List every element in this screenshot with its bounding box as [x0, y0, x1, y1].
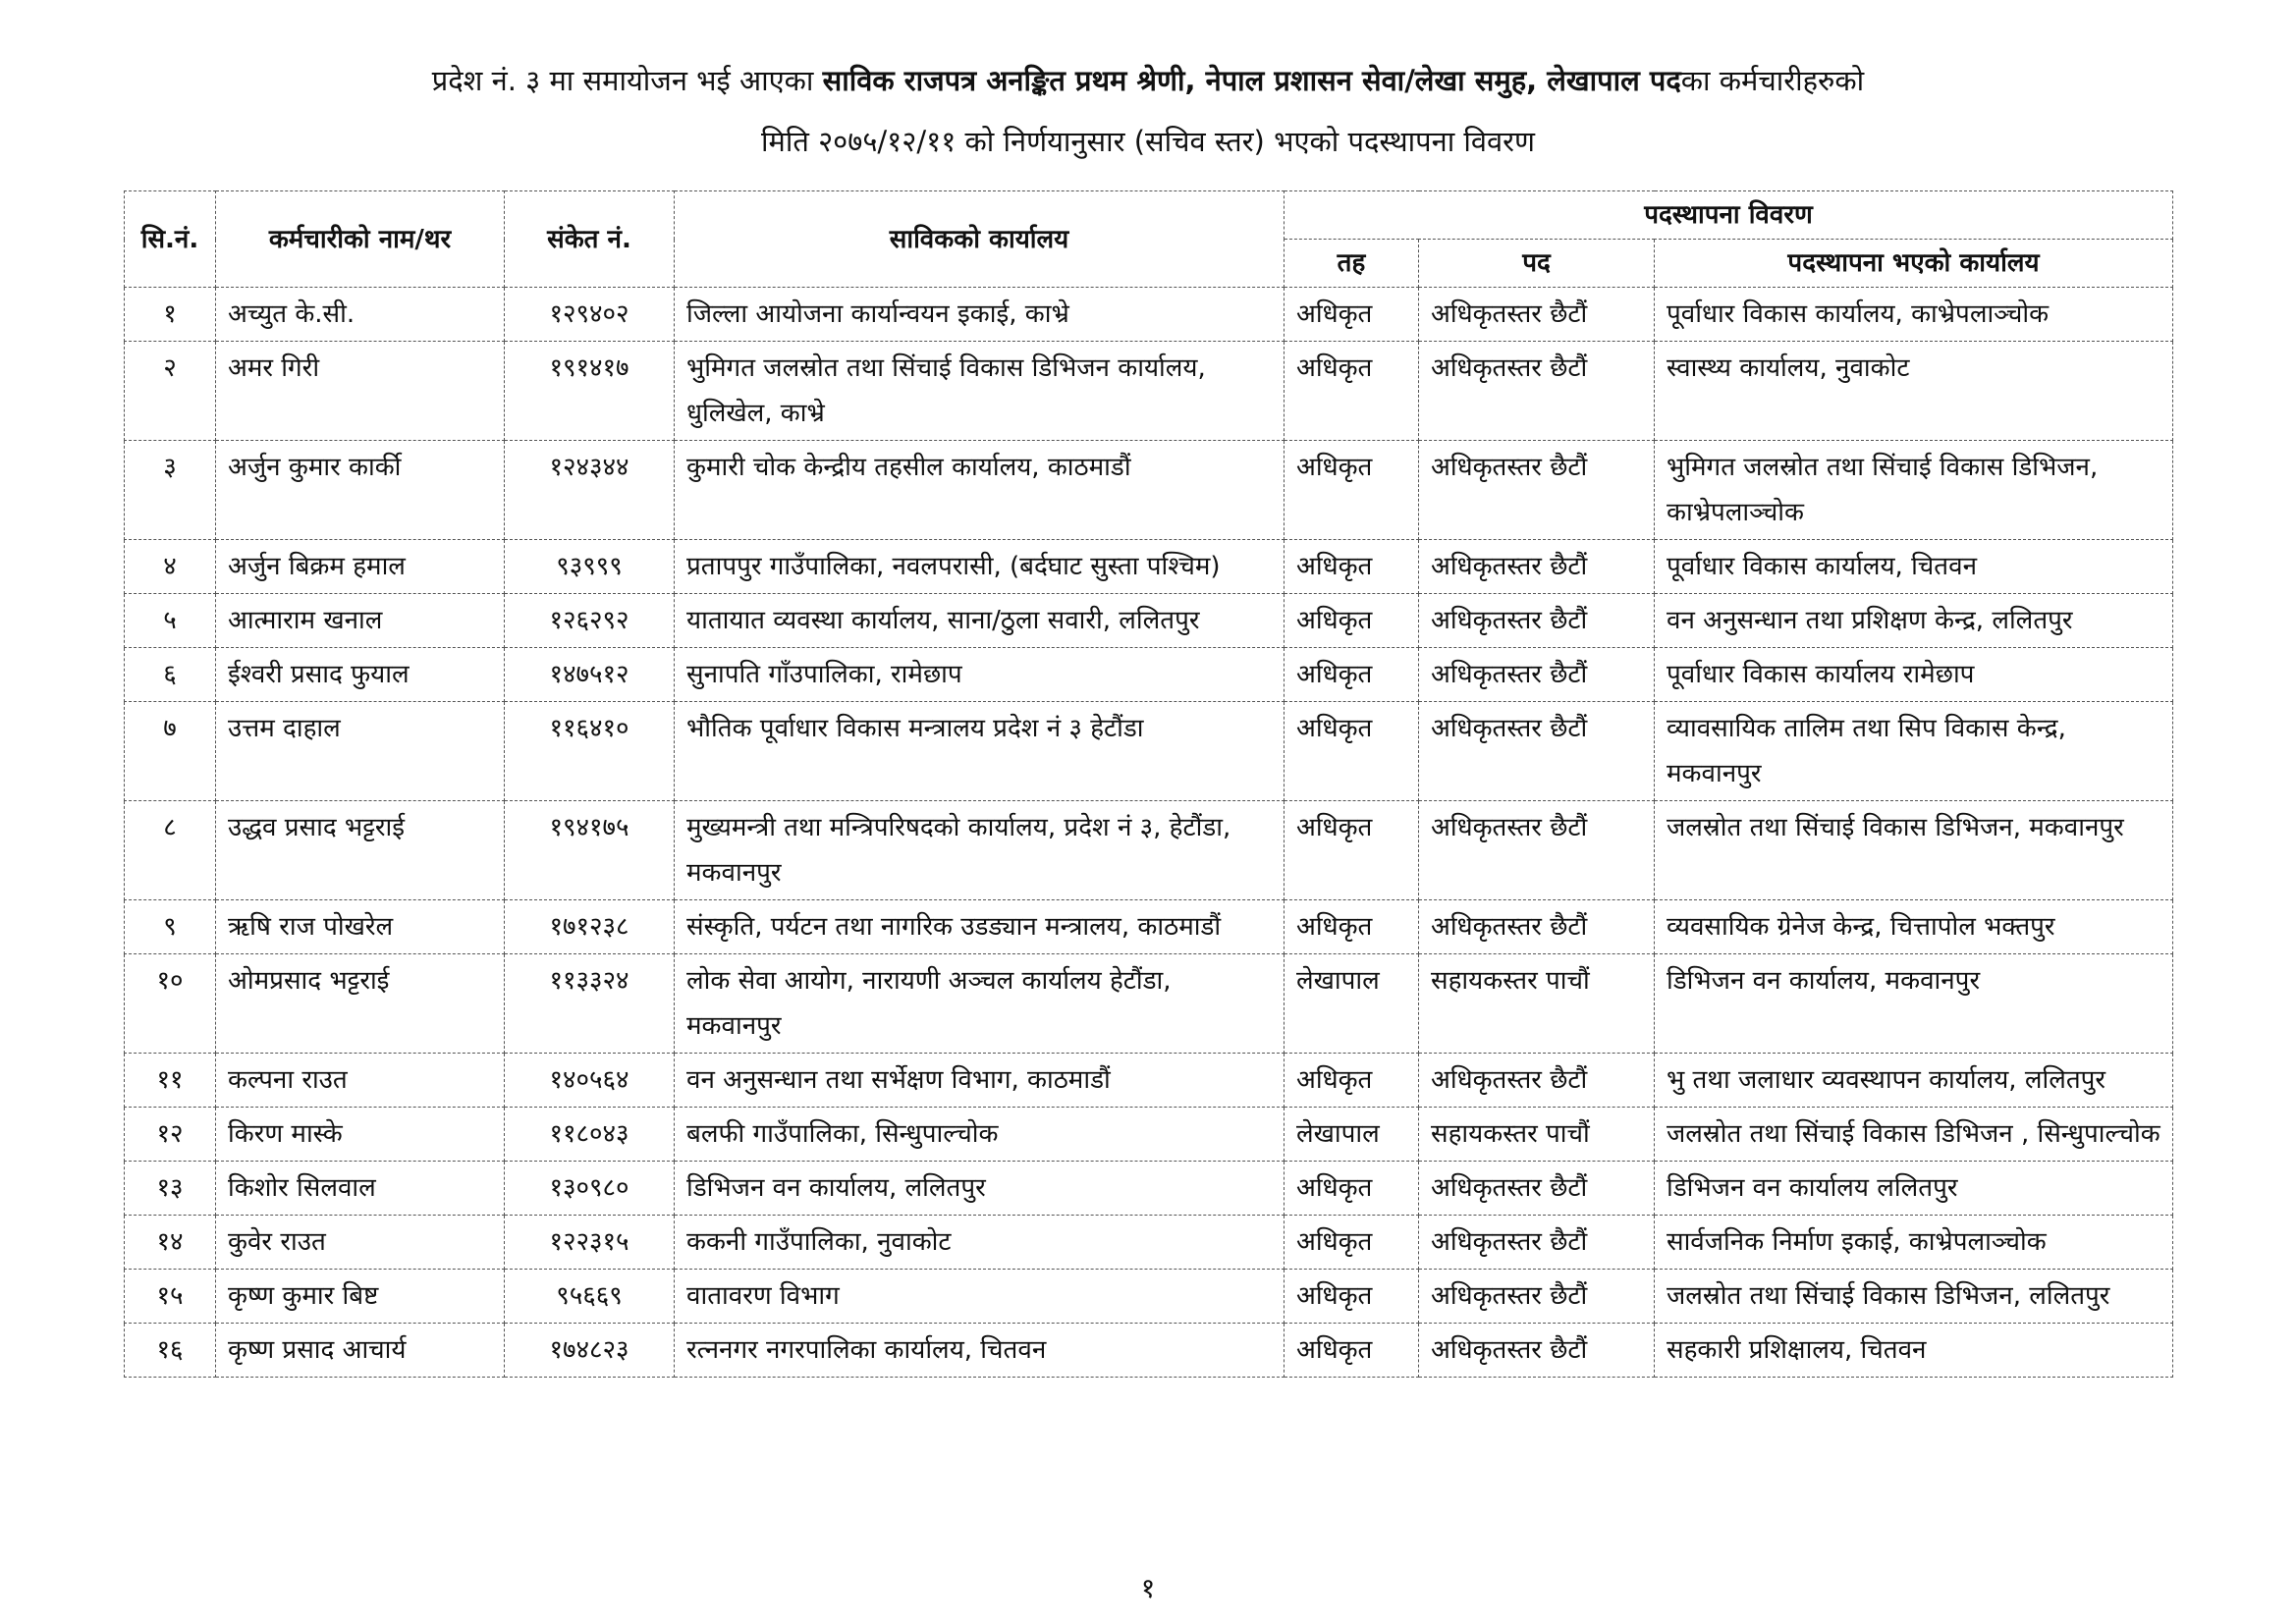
cell-serial-number: १३	[125, 1162, 216, 1216]
cell-level: अधिकृत	[1285, 288, 1419, 342]
cell-new-office: सहकारी प्रशिक्षालय, चितवन	[1655, 1324, 2173, 1378]
cell-employee-name: कृष्ण प्रसाद आचार्य	[216, 1324, 505, 1378]
cell-level: अधिकृत	[1285, 1324, 1419, 1378]
cell-serial-number: १५	[125, 1270, 216, 1324]
cell-employee-name: अच्युत के.सी.	[216, 288, 505, 342]
cell-employee-name: किरण मास्के	[216, 1108, 505, 1162]
cell-previous-office: वन अनुसन्धान तथा सर्भेक्षण विभाग, काठमाडौं	[675, 1054, 1285, 1108]
table-row	[125, 288, 2173, 342]
cell-level: लेखापाल	[1285, 1108, 1419, 1162]
cell-code-number: १२६२९२	[505, 594, 675, 648]
table-row	[125, 1054, 2173, 1108]
cell-code-number: १९१४१७	[505, 342, 675, 441]
cell-level: अधिकृत	[1285, 702, 1419, 801]
cell-previous-office: मुख्यमन्त्री तथा मन्त्रिपरिषदको कार्यालय, प्रदेश नं ३, हेटौंडा, मकवानपुर	[675, 801, 1285, 900]
cell-serial-number: १०	[125, 954, 216, 1054]
cell-code-number: १९४१७५	[505, 801, 675, 900]
cell-new-office: डिभिजन वन कार्यालय, मकवानपुर	[1655, 954, 2173, 1054]
cell-serial-number: ९	[125, 900, 216, 954]
header-row-1	[125, 191, 2173, 240]
cell-code-number: १२४३४४	[505, 441, 675, 540]
cell-new-office: स्वास्थ्य कार्यालय, नुवाकोट	[1655, 342, 2173, 441]
cell-post: अधिकृतस्तर छैटौं	[1419, 594, 1655, 648]
title-bold-segment: साविक राजपत्र अनङ्कित प्रथम श्रेणी, नेपाल प्रशासन सेवा/लेखा समुह, लेखापाल पद	[822, 64, 1681, 97]
cell-previous-office: ककनी गाउँपालिका, नुवाकोट	[675, 1216, 1285, 1270]
table-row	[125, 342, 2173, 441]
title-suffix: का कर्मचारीहरुको	[1680, 64, 1865, 97]
table-row	[125, 702, 2173, 801]
cell-level: अधिकृत	[1285, 441, 1419, 540]
table-row	[125, 1324, 2173, 1378]
cell-serial-number: ६	[125, 648, 216, 702]
cell-employee-name: कुवेर राउत	[216, 1216, 505, 1270]
cell-new-office: सार्वजनिक निर्माण इकाई, काभ्रेपलाञ्चोक	[1655, 1216, 2173, 1270]
cell-employee-name: ओमप्रसाद भट्टराई	[216, 954, 505, 1054]
cell-code-number: १२९४०२	[505, 288, 675, 342]
posting-table	[124, 190, 2173, 1378]
cell-employee-name: अमर गिरी	[216, 342, 505, 441]
cell-post: अधिकृतस्तर छैटौं	[1419, 1162, 1655, 1216]
header-previous-office: साविकको कार्यालय	[675, 191, 1285, 288]
cell-new-office: भुमिगत जलस्रोत तथा सिंचाई विकास डिभिजन, काभ्रेपलाञ्चोक	[1655, 441, 2173, 540]
cell-new-office: जलस्रोत तथा सिंचाई विकास डिभिजन, मकवानपुर	[1655, 801, 2173, 900]
cell-level: अधिकृत	[1285, 801, 1419, 900]
cell-previous-office: जिल्ला आयोजना कार्यान्वयन इकाई, काभ्रे	[675, 288, 1285, 342]
cell-employee-name: अर्जुन कुमार कार्की	[216, 441, 505, 540]
header-level: तह	[1285, 240, 1419, 288]
cell-previous-office: बलफी गाउँपालिका, सिन्धुपाल्चोक	[675, 1108, 1285, 1162]
title-prefix: प्रदेश नं. ३ मा समायोजन भई आएका	[431, 64, 823, 97]
cell-new-office: पूर्वाधार विकास कार्यालय रामेछाप	[1655, 648, 2173, 702]
table-row	[125, 1216, 2173, 1270]
cell-employee-name: कल्पना राउत	[216, 1054, 505, 1108]
cell-code-number: ९३९९९	[505, 540, 675, 594]
cell-code-number: १२२३१५	[505, 1216, 675, 1270]
header-sn: सि.नं.	[125, 191, 216, 288]
header-post: पद	[1419, 240, 1655, 288]
table-row	[125, 801, 2173, 900]
cell-post: अधिकृतस्तर छैटौं	[1419, 648, 1655, 702]
document-title-line-1	[0, 61, 2296, 99]
cell-serial-number: १	[125, 288, 216, 342]
cell-previous-office: यातायात व्यवस्था कार्यालय, साना/ठुला सवारी, ललितपुर	[675, 594, 1285, 648]
cell-serial-number: ५	[125, 594, 216, 648]
cell-level: अधिकृत	[1285, 342, 1419, 441]
cell-new-office: वन अनुसन्धान तथा प्रशिक्षण केन्द्र, ललितपुर	[1655, 594, 2173, 648]
document-title-line-2: मिति २०७५/१२/११ को निर्णयानुसार (सचिव स्तर) भएको पदस्थापना विवरण	[760, 125, 1536, 158]
cell-previous-office: भुमिगत जलस्रोत तथा सिंचाई विकास डिभिजन कार्यालय, धुलिखेल, काभ्रे	[675, 342, 1285, 441]
cell-serial-number: ३	[125, 441, 216, 540]
cell-post: सहायकस्तर पाचौं	[1419, 954, 1655, 1054]
cell-serial-number: ४	[125, 540, 216, 594]
cell-code-number: ११८०४३	[505, 1108, 675, 1162]
cell-serial-number: १६	[125, 1324, 216, 1378]
cell-code-number: १४०५६४	[505, 1054, 675, 1108]
cell-employee-name: कृष्ण कुमार बिष्ट	[216, 1270, 505, 1324]
header-posting-details: पदस्थापना विवरण	[1285, 191, 2173, 240]
cell-employee-name: आत्माराम खनाल	[216, 594, 505, 648]
cell-new-office: डिभिजन वन कार्यालय ललितपुर	[1655, 1162, 2173, 1216]
cell-serial-number: २	[125, 342, 216, 441]
cell-serial-number: १४	[125, 1216, 216, 1270]
table-row	[125, 648, 2173, 702]
cell-employee-name: अर्जुन बिक्रम हमाल	[216, 540, 505, 594]
cell-post: अधिकृतस्तर छैटौं	[1419, 1216, 1655, 1270]
cell-employee-name: ईश्वरी प्रसाद फुयाल	[216, 648, 505, 702]
cell-code-number: १४७५१२	[505, 648, 675, 702]
cell-level: लेखापाल	[1285, 954, 1419, 1054]
cell-new-office: व्यवसायिक ग्रेनेज केन्द्र, चित्तापोल भक्तपुर	[1655, 900, 2173, 954]
table-row	[125, 954, 2173, 1054]
cell-post: सहायकस्तर पाचौं	[1419, 1108, 1655, 1162]
cell-code-number: १३०९८०	[505, 1162, 675, 1216]
cell-post: अधिकृतस्तर छैटौं	[1419, 288, 1655, 342]
cell-new-office: जलस्रोत तथा सिंचाई विकास डिभिजन , सिन्धुपाल्चोक	[1655, 1108, 2173, 1162]
cell-level: अधिकृत	[1285, 1270, 1419, 1324]
cell-previous-office: भौतिक पूर्वाधार विकास मन्त्रालय प्रदेश नं ३ हेटौंडा	[675, 702, 1285, 801]
cell-previous-office: सुनापति गाँउपालिका, रामेछाप	[675, 648, 1285, 702]
cell-previous-office: रत्ननगर नगरपालिका कार्यालय, चितवन	[675, 1324, 1285, 1378]
cell-previous-office: संस्कृति, पर्यटन तथा नागरिक उडड्यान मन्त्रालय, काठमाडौं	[675, 900, 1285, 954]
cell-level: अधिकृत	[1285, 1162, 1419, 1216]
cell-previous-office: कुमारी चोक केन्द्रीय तहसील कार्यालय, काठमाडौं	[675, 441, 1285, 540]
cell-level: अधिकृत	[1285, 540, 1419, 594]
page-number: १	[1140, 1572, 1156, 1604]
header-new-office: पदस्थापना भएको कार्यालय	[1655, 240, 2173, 288]
cell-previous-office: लोक सेवा आयोग, नारायणी अञ्चल कार्यालय हेटौंडा, मकवानपुर	[675, 954, 1285, 1054]
table-row	[125, 594, 2173, 648]
table-row	[125, 1108, 2173, 1162]
cell-level: अधिकृत	[1285, 594, 1419, 648]
table-row	[125, 441, 2173, 540]
cell-new-office: व्यावसायिक तालिम तथा सिप विकास केन्द्र, मकवानपुर	[1655, 702, 2173, 801]
table-row	[125, 540, 2173, 594]
cell-serial-number: ७	[125, 702, 216, 801]
cell-serial-number: १२	[125, 1108, 216, 1162]
cell-post: अधिकृतस्तर छैटौं	[1419, 1324, 1655, 1378]
header-code: संकेत नं.	[505, 191, 675, 288]
cell-previous-office: प्रतापपुर गाउँपालिका, नवलपरासी, (बर्दघाट सुस्ता पश्चिम)	[675, 540, 1285, 594]
cell-new-office: पूर्वाधार विकास कार्यालय, चितवन	[1655, 540, 2173, 594]
cell-post: अधिकृतस्तर छैटौं	[1419, 801, 1655, 900]
table-row	[125, 1270, 2173, 1324]
cell-level: अधिकृत	[1285, 1054, 1419, 1108]
cell-post: अधिकृतस्तर छैटौं	[1419, 342, 1655, 441]
header-name: कर्मचारीको नाम/थर	[216, 191, 505, 288]
cell-post: अधिकृतस्तर छैटौं	[1419, 441, 1655, 540]
table-row	[125, 1162, 2173, 1216]
cell-post: अधिकृतस्तर छैटौं	[1419, 1270, 1655, 1324]
cell-post: अधिकृतस्तर छैटौं	[1419, 702, 1655, 801]
cell-serial-number: ११	[125, 1054, 216, 1108]
cell-employee-name: उत्तम दाहाल	[216, 702, 505, 801]
cell-code-number: १७१२३८	[505, 900, 675, 954]
cell-employee-name: किशोर सिलवाल	[216, 1162, 505, 1216]
cell-new-office: जलस्रोत तथा सिंचाई विकास डिभिजन, ललितपुर	[1655, 1270, 2173, 1324]
cell-previous-office: डिभिजन वन कार्यालय, ललितपुर	[675, 1162, 1285, 1216]
cell-code-number: १७४८२३	[505, 1324, 675, 1378]
cell-previous-office: वातावरण विभाग	[675, 1270, 1285, 1324]
cell-level: अधिकृत	[1285, 648, 1419, 702]
cell-code-number: ११६४१०	[505, 702, 675, 801]
table-row	[125, 900, 2173, 954]
cell-post: अधिकृतस्तर छैटौं	[1419, 900, 1655, 954]
cell-employee-name: ऋषि राज पोखरेल	[216, 900, 505, 954]
cell-post: अधिकृतस्तर छैटौं	[1419, 540, 1655, 594]
cell-employee-name: उद्धव प्रसाद भट्टराई	[216, 801, 505, 900]
cell-code-number: ९५६६९	[505, 1270, 675, 1324]
cell-code-number: ११३३२४	[505, 954, 675, 1054]
cell-new-office: भु तथा जलाधार व्यवस्थापन कार्यालय, ललितपुर	[1655, 1054, 2173, 1108]
cell-level: अधिकृत	[1285, 1216, 1419, 1270]
cell-level: अधिकृत	[1285, 900, 1419, 954]
cell-post: अधिकृतस्तर छैटौं	[1419, 1054, 1655, 1108]
cell-new-office: पूर्वाधार विकास कार्यालय, काभ्रेपलाञ्चोक	[1655, 288, 2173, 342]
table-body	[125, 288, 2173, 1378]
cell-serial-number: ८	[125, 801, 216, 900]
